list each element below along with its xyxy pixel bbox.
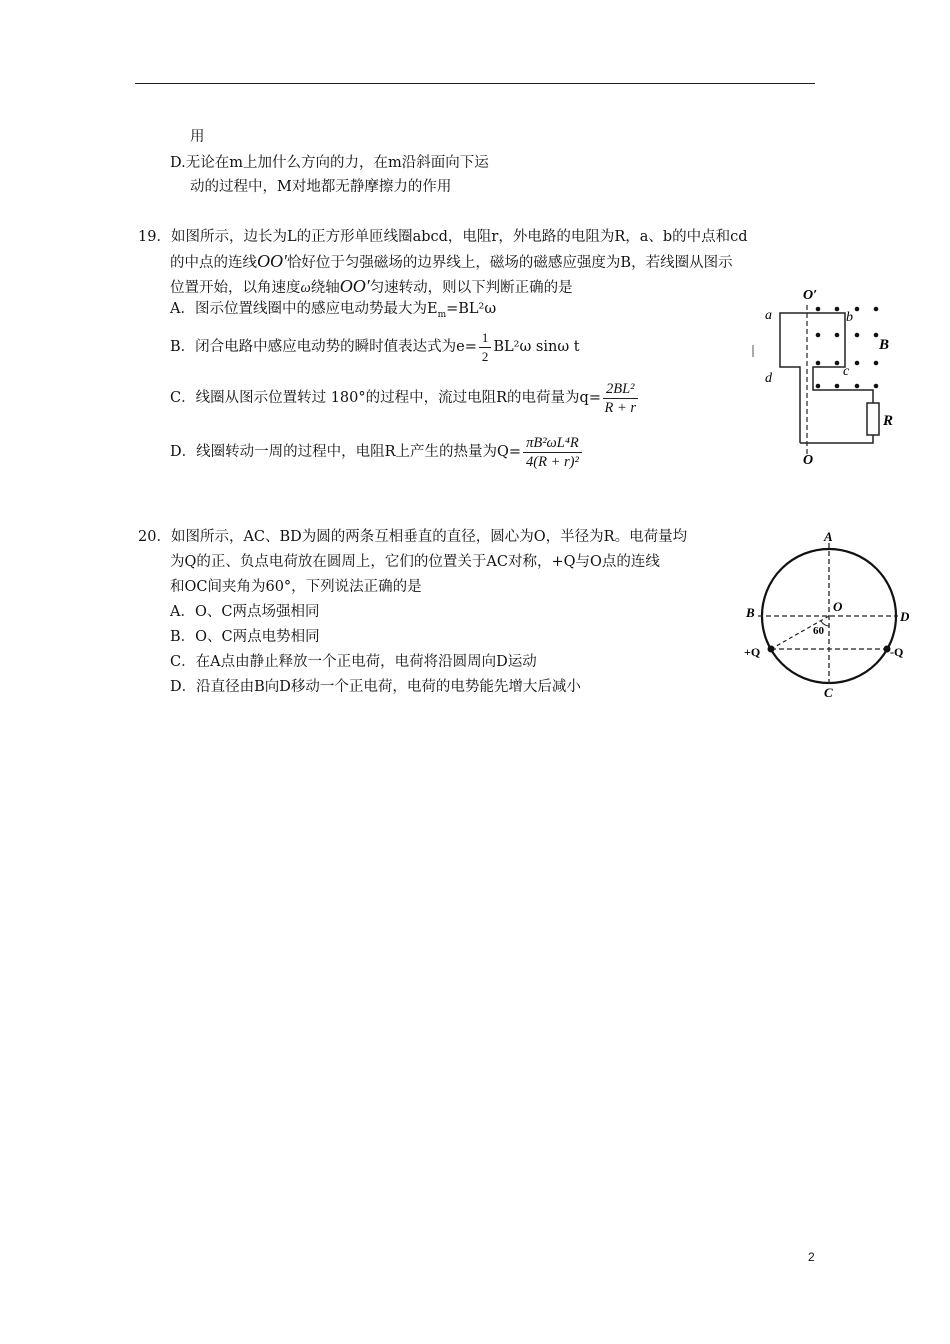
- q19-option-b-numerator: 1: [479, 329, 492, 348]
- q19-label-c: c: [843, 364, 850, 379]
- q19-resistor: [867, 403, 879, 435]
- q19-wire-top: [860, 390, 873, 403]
- page-number: 2: [808, 1250, 815, 1264]
- header-rule: [135, 83, 815, 84]
- q19-coil-figure: [745, 283, 905, 468]
- q19-label-o: O: [803, 453, 814, 468]
- q20-label-b: B: [746, 605, 755, 620]
- q20-label-a: A: [824, 529, 833, 544]
- q20-label-minusq: -Q: [890, 645, 904, 659]
- q20-stem-line1: 20．如图所示，AC、BD为圆的两条互相垂直的直径，圆心为O，半径为R。电荷量均: [138, 529, 688, 545]
- q19-label-b: b: [846, 310, 853, 325]
- q19-option-c: [170, 378, 640, 418]
- q20-label-plusq: +Q: [744, 645, 761, 659]
- q20-label-d: D: [900, 609, 910, 624]
- q19-option-d-numerator: πB²ωL⁴R: [523, 434, 582, 453]
- q19-label-d: d: [765, 371, 772, 386]
- q19-option-b-denominator: 2: [481, 348, 489, 364]
- q20-label-c: C: [824, 685, 833, 700]
- q19-stem-text: 位置开始，以角速度: [170, 280, 301, 296]
- q19-option-c-text: C．线圈从图示位置转过 180°的过程中，流过电阻R的电荷量为q=: [170, 390, 601, 406]
- q19-option-b-text: B．闭合电路中感应电动势的瞬时值表达式为e=: [170, 339, 477, 355]
- q19-stem-text: 匀速转动，则以下判断正确的是: [369, 280, 573, 296]
- q19-wire-bottom: [800, 435, 873, 443]
- q20-option-b: B．O、C两点电势相同: [170, 629, 320, 645]
- prev-text-line: 用: [190, 129, 205, 145]
- prev-option-d-line1: D.无论在m上加什么方向的力，在m沿斜面向下运: [170, 155, 489, 171]
- q19-label-r: R: [883, 413, 894, 429]
- q20-option-d: D．沿直径由B向D移动一个正电荷，电荷的电势能先增大后减小: [170, 679, 581, 695]
- q20-label-o: O: [833, 599, 843, 614]
- q20-label-angle: 60: [813, 625, 824, 637]
- q19-stem-line1: 19．如图所示，边长为L的正方形单匝线圈abcd，电阻r，外电路的电阻为R，a、b的中点和cd: [138, 229, 748, 245]
- q19-stem-text: 绕轴: [310, 280, 340, 296]
- q19-axis-symbol: OO′: [339, 276, 370, 296]
- q20-option-c: C．在A点由静止释放一个正电荷，电荷将沿圆周向D运动: [170, 654, 537, 670]
- q19-option-b: [170, 327, 580, 367]
- q19-option-a-sub: m: [437, 309, 447, 320]
- q20-stem-line3: 和OC间夹角为60°，下列说法正确的是: [170, 579, 422, 595]
- q19-coil-left: [780, 313, 800, 443]
- q19-option-b-tail: BL²ω sinω t: [493, 339, 580, 355]
- q20-option-a: A．O、C两点场强相同: [170, 604, 320, 620]
- q19-stem-text: 的中点的连线: [170, 255, 257, 271]
- q20-stem-line2: 为Q的正、负点电荷放在圆周上，它们的位置关于AC对称，+Q与O点的连线: [170, 554, 660, 570]
- q19-option-d: [170, 432, 584, 472]
- q19-option-a-tail: =BL²ω: [446, 301, 497, 317]
- prev-option-d-line2: 动的过程中，M对地都无静摩擦力的作用: [190, 179, 452, 195]
- q19-omega-symbol: ω: [300, 280, 311, 296]
- q19-axis-symbol: OO′: [257, 251, 287, 271]
- q19-option-c-denominator: R + r: [604, 399, 637, 416]
- q19-option-d-text: D．线圈转动一周的过程中，电阻R上产生的热量为Q=: [170, 444, 522, 460]
- q19-option-d-denominator: 4(R + r)²: [526, 453, 579, 470]
- q20-plus-charge: [768, 646, 775, 653]
- q19-label-field-b: B: [879, 337, 890, 353]
- q19-option-a: [170, 299, 496, 325]
- q19-label-oprime: O′: [803, 288, 818, 303]
- q19-option-a-text: A．图示位置线圈中的感应电动势最大为E: [170, 301, 438, 317]
- q19-stem-line2: [170, 251, 733, 273]
- q19-stem-line3: [170, 276, 573, 298]
- q20-circle-figure: [740, 525, 915, 700]
- q19-option-c-numerator: 2BL²: [603, 380, 638, 399]
- q19-label-a: a: [765, 308, 772, 323]
- q19-stem-text: 恰好位于匀强磁场的边界线上，磁场的磁感应强度为B，若线圈从图示: [286, 255, 733, 271]
